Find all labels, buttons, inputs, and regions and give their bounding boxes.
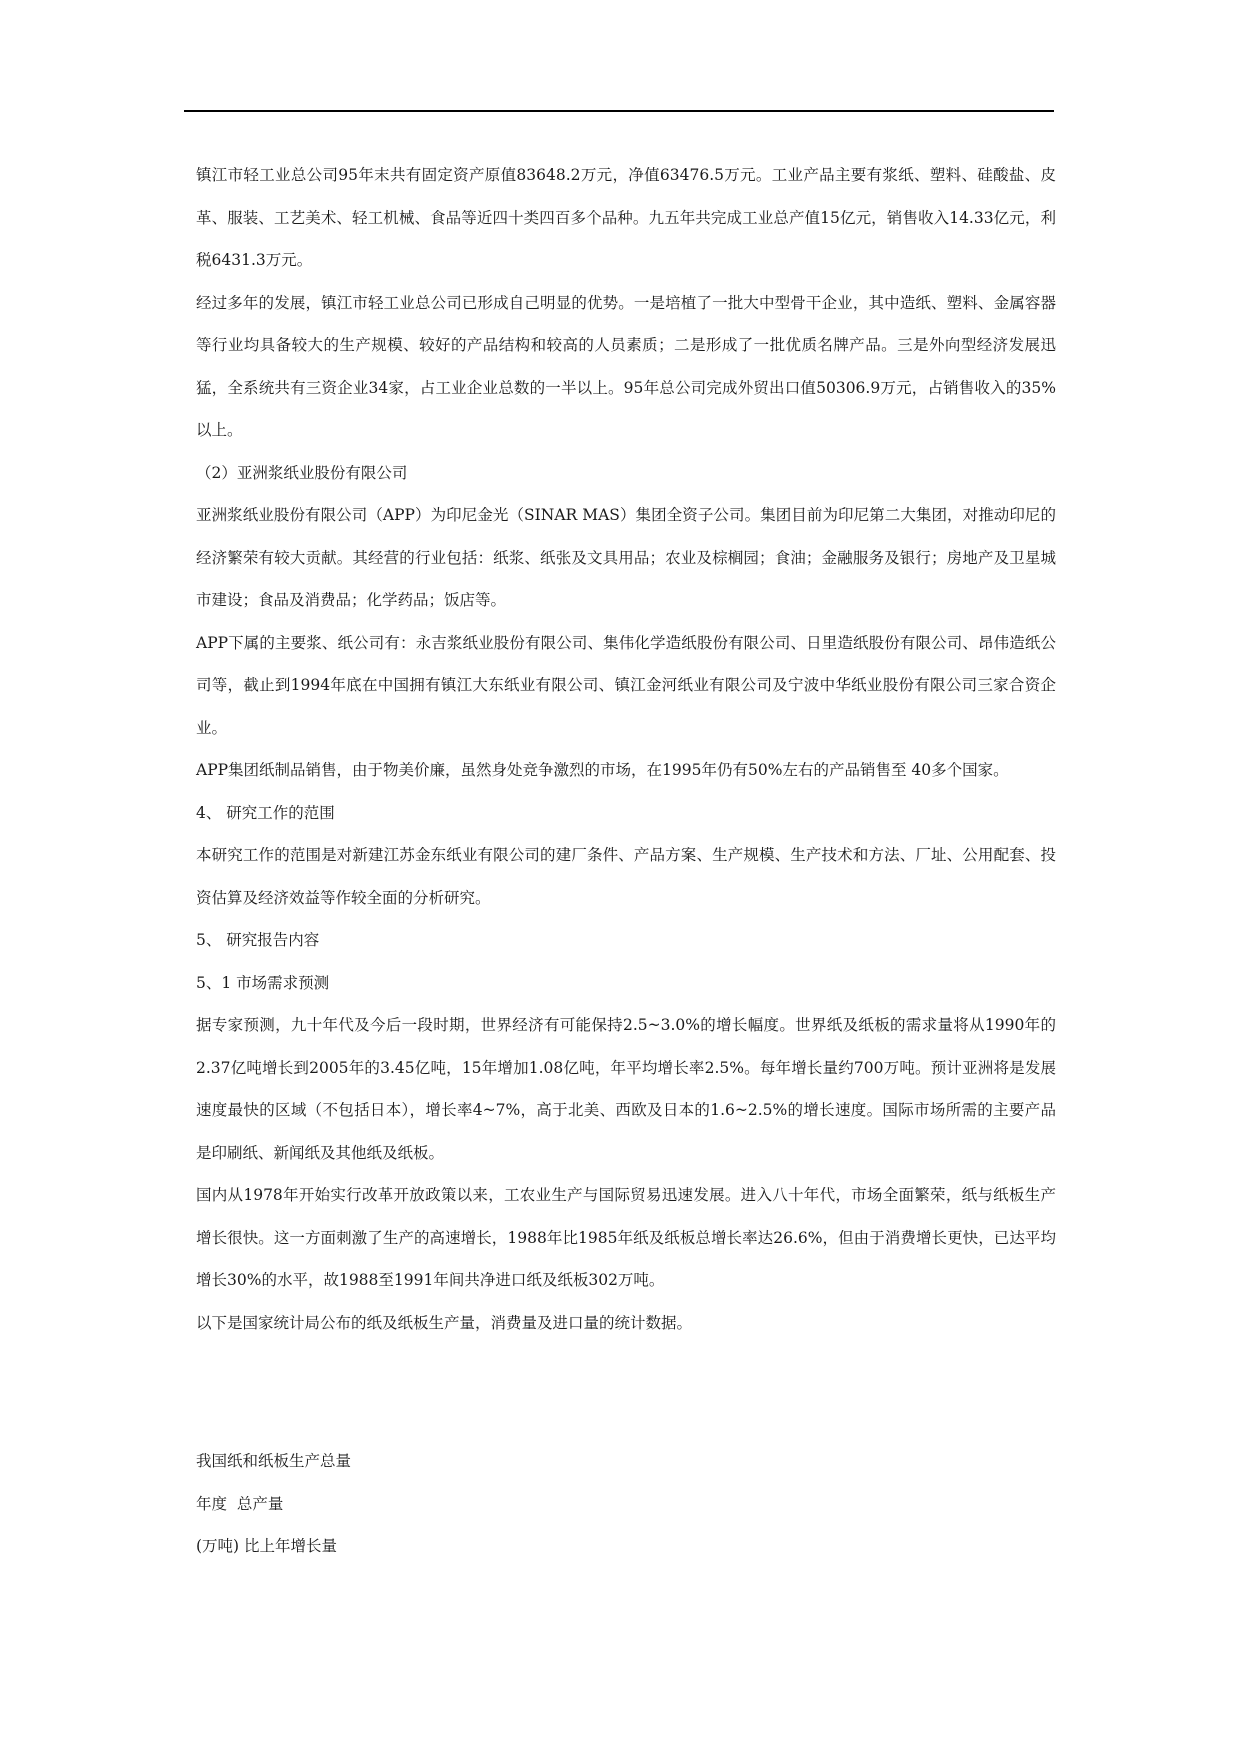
subheading-app: （2）亚洲浆纸业股份有限公司	[196, 463, 408, 482]
paragraph-app-sales: APP集团纸制品销售，由于物美价廉，虽然身处竞争激烈的市场，在1995年仍有50%左右的产品销售至 40多个国家。	[196, 761, 1009, 779]
header-rule	[184, 110, 1054, 112]
paragraph-company-assets: 镇江市轻工业总公司95年末共有固定资产原值83648.2万元，净值63476.5万元。工业产品主要有浆纸、塑料、硅酸盐、皮革、服装、工艺美术、轻工机械、食品等近四十类四百多个品种。九五年共完成工业总产值15亿元，销售收入14.33亿元，利税6431.3万元。	[196, 166, 1056, 269]
table-header-line-1: 年度 总产量	[196, 1494, 284, 1513]
heading-market-forecast: 5、1 市场需求预测	[196, 973, 330, 992]
paragraph-world-demand: 据专家预测，九十年代及今后一段时期，世界经济有可能保持2.5~3.0%的增长幅度。世界纸及纸板的需求量将从1990年的2.37亿吨增长到2005年的3.45亿吨，15年增加1.08亿吨，年平均增长率2.5%。每年增长量约700万吨。预计亚洲将是发展速度最快的区域（不包括日本），增长率4~7%，高于北美、西欧及日本的1.6~2.5%的增长速度。国际市场所需的主要产品是印刷纸、新闻纸及其他纸及纸板。	[196, 1016, 1056, 1162]
paragraph-statistics-intro: 以下是国家统计局公布的纸及纸板生产量，消费量及进口量的统计数据。	[196, 1313, 693, 1332]
paragraph-company-advantages: 经过多年的发展，镇江市轻工业总公司已形成自己明显的优势。一是培植了一批大中型骨干企业，其中造纸、塑料、金属容器等行业均具备较大的生产规模、较好的产品结构和较高的人员素质；二是形成了一批优质名牌产品。三是外向型经济发展迅猛，全系统共有三资企业34家，占工业企业总数的一半以上。95年总公司完成外贸出口值50306.9万元，占销售收入的35%以上。	[196, 293, 1056, 439]
document-body	[196, 154, 1056, 1568]
paragraph-domestic-growth: 国内从1978年开始实行改革开放政策以来，工农业生产与国际贸易迅速发展。进入八十年代，市场全面繁荣，纸与纸板生产增长很快。这一方面刺激了生产的高速增长，1988年比1985年纸及纸板总增长率达26.6%，但由于消费增长更快，已达平均增长30%的水平，故1988至1991年间共净进口纸及纸板302万吨。	[196, 1186, 1056, 1289]
paragraph-app-subsidiaries: APP下属的主要浆、纸公司有：永吉浆纸业股份有限公司、集伟化学造纸股份有限公司、日里造纸股份有限公司、昂伟造纸公司等，截止到1994年底在中国拥有镇江大东纸业有限公司、镇江金河纸业有限公司及宁波中华纸业股份有限公司三家合资企业。	[196, 633, 1056, 737]
paragraph-research-scope: 本研究工作的范围是对新建江苏金东纸业有限公司的建厂条件、产品方案、生产规模、生产技术和方法、厂址、公用配套、投资估算及经济效益等作较全面的分析研究。	[196, 846, 1056, 907]
table-header-line-2: (万吨) 比上年增长量	[196, 1537, 338, 1555]
paragraph-app-intro: 亚洲浆纸业股份有限公司（APP）为印尼金光（SINAR MAS）集团全资子公司。集团目前为印尼第二大集团，对推动印尼的经济繁荣有较大贡献。其经营的行业包括：纸浆、纸张及文具用品；农业及棕榈园；食油；金融服务及银行；房地产及卫星城市建设；食品及消费品；化学药品；饭店等。	[196, 506, 1056, 609]
table-title: 我国纸和纸板生产总量	[196, 1452, 352, 1470]
spacer	[196, 1344, 1056, 1440]
heading-research-scope: 4、 研究工作的范围	[196, 803, 335, 822]
heading-report-content: 5、 研究报告内容	[196, 931, 320, 949]
